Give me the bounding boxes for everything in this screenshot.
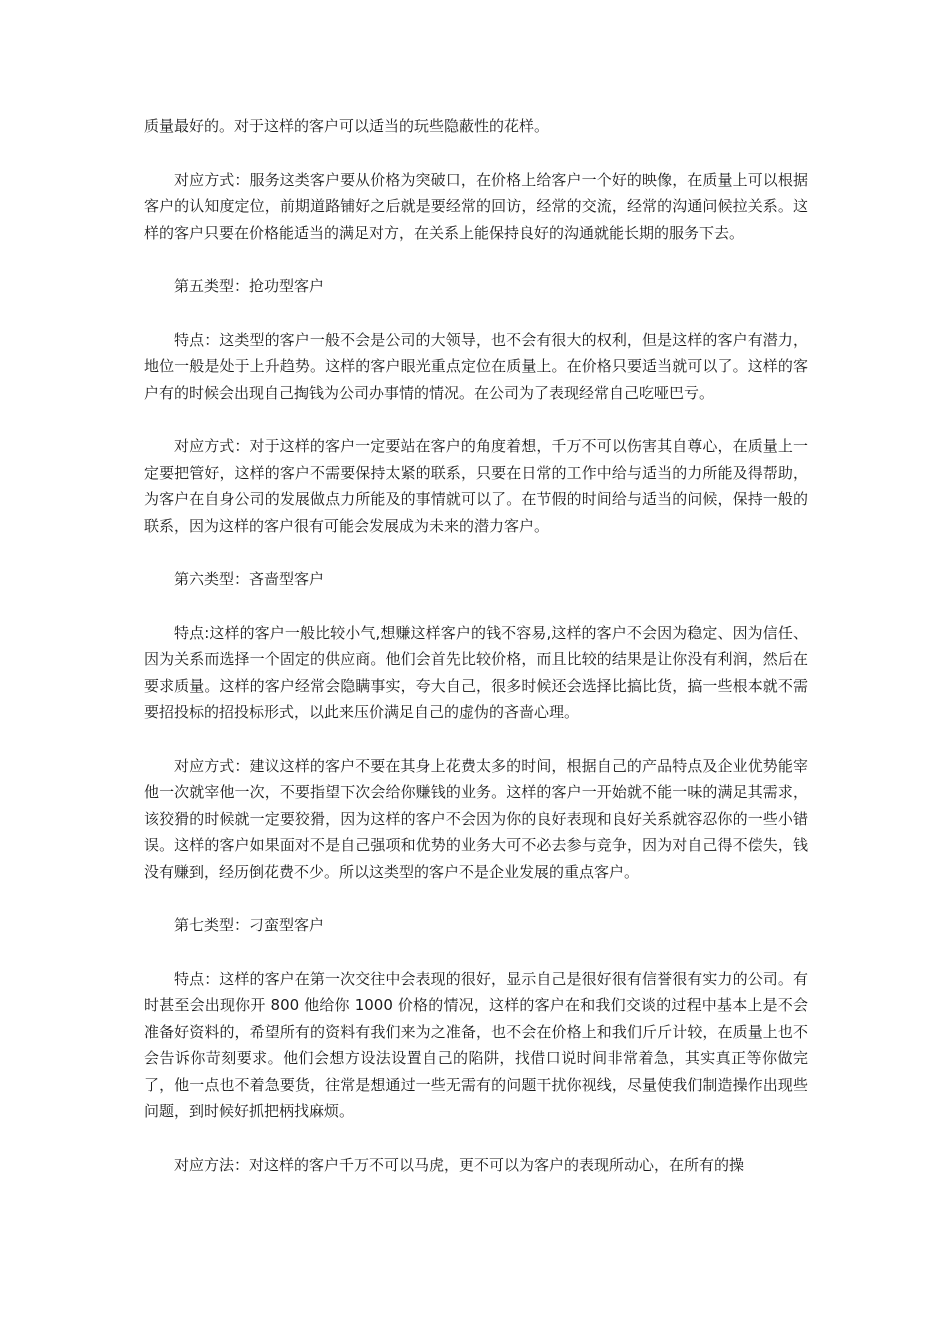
paragraph-response-type-6: 对应方式：建议这样的客户不要在其身上花费太多的时间，根据自己的产品特点及企业优势能宰他一次就宰他一次，不要指望下次会给你赚钱的业务。这样的客户一开始就不能一味的满足其需求，该狡猾的时候就一定要狡猾，因为这样的客户不会因为你的良好表现和良好关系就容忍你的一些小错误。这样的客户如果面对不是自己强项和优势的业务大可不必去参与竞争，因为对自己得不偿失，钱没有赚到，经历倒花费不少。所以这类型的客户不是企业发展的重点客户。 <box>144 756 808 881</box>
paragraph-features-type-5: 特点：这类型的客户一般不会是公司的大领导，也不会有很大的权利，但是这样的客户有潜力，地位一般是处于上升趋势。这样的客户眼光重点定位在质量上。在价格只要适当就可以了。这样的客户有的时候会出现自己掏钱为公司办事情的情况。在公司为了表现经常自己吃哑巴亏。 <box>144 330 808 402</box>
section-heading-type-7: 第七类型：刁蛮型客户 <box>174 916 325 934</box>
section-heading-type-5: 第五类型：抢功型客户 <box>174 277 325 295</box>
paragraph-features-type-6: 特点:这样的客户一般比较小气,想赚这样客户的钱不容易,这样的客户不会因为稳定、因为信任、因为关系而选择一个固定的供应商。他们会首先比较价格，而且比较的结果是让你没有利润，然后在要求质量。这样的客户经常会隐瞒事实，夸大自己，很多时候还会选择比搞比货，搞一些根本就不需要招投标的招投标形式，以此来压价满足自己的虚伪的吝啬心理。 <box>144 623 808 721</box>
paragraph-response-type-4: 对应方式：服务这类客户要从价格为突破口，在价格上给客户一个好的映像，在质量上可以根据客户的认知度定位，前期道路铺好之后就是要经常的回访，经常的交流，经常的沟通问候拉关系。这样的客户只要在价格能适当的满足对方，在关系上能保持良好的沟通就能长期的服务下去。 <box>144 170 808 242</box>
document-body <box>144 113 808 1205</box>
section-heading-type-6: 第六类型：吝啬型客户 <box>174 570 325 588</box>
paragraph-response-type-5: 对应方式：对于这样的客户一定要站在客户的角度着想，千万不可以伤害其自尊心，在质量上一定要把管好，这样的客户不需要保持太紧的联系，只要在日常的工作中给与适当的力所能及得帮助，为客户在自身公司的发展做点力所能及的事情就可以了。在节假的时间给与适当的问候，保持一般的联系，因为这样的客户很有可能会发展成为未来的潜力客户。 <box>144 437 808 535</box>
paragraph-continuation: 质量最好的。对于这样的客户可以适当的玩些隐蔽性的花样。 <box>144 117 550 135</box>
paragraph-response-type-7: 对应方法：对这样的客户千万不可以马虎，更不可以为客户的表现所动心，在所有的操 <box>174 1155 745 1174</box>
paragraph-features-type-7: 特点：这样的客户在第一次交往中会表现的很好，显示自己是很好很有信誉很有实力的公司。有时甚至会出现你开 800 他给你 1000 价格的情况，这样的客户在和我们交谈的过程中基本上是不会准备好资料的，希望所有的资料有我们来为之准备，也不会在价格上和我们斤斤计较，在质量上也不会告诉你苛刻要求。他们会想方设法设置自己的陷阱，找借口说时间非常着急，其实真正等你做完了，他一点也不着急要货，往常是想通过一些无需有的问题干扰你视线，尽量使我们制造操作出现些问题，到时候好抓把柄找麻烦。 <box>144 969 808 1120</box>
